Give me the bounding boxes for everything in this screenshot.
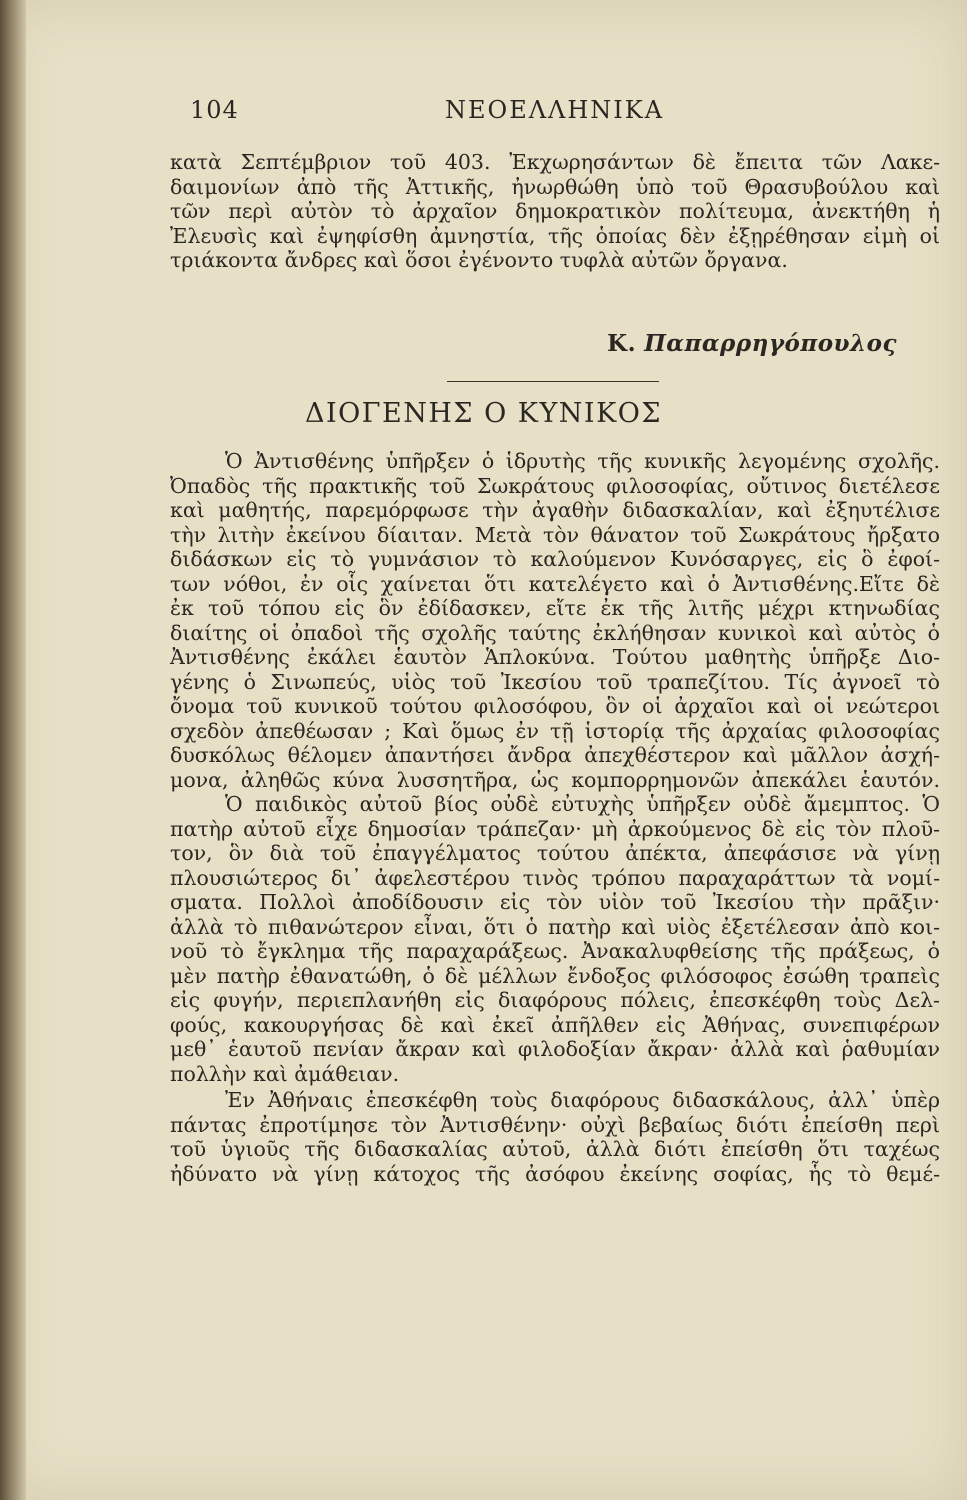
text-line: τον, ὃν διὰ τοῦ ἐπαγγέλματος τούτου ἀπέκτα, ἀπεφάσισε νὰ γίνῃ <box>170 841 940 865</box>
intro-paragraph <box>170 150 940 273</box>
text-line: νοῦ τὸ ἔγκλημα τῆς παραχαράξεως. Ἀνακαλυφθείσης τῆς πράξεως, ὁ <box>170 939 940 963</box>
running-title: ΝΕΟΕΛΛΗΝΙΚΑ <box>445 96 665 124</box>
text-line: Ὁ Ἀντισθένης ὑπῆρξεν ὁ ἱδρυτὴς τῆς κυνικῆς λεγομένης σχολῆς. <box>225 449 940 473</box>
text-line: ἐκ τοῦ τόπου εἰς ὃν ἐδίδασκεν, εἴτε ἐκ τῆς λιτῆς μέχρι κτηνωδίας <box>170 596 940 620</box>
text-line: τριάκοντα ἄνδρες καὶ ὅσοι ἐγένοντο τυφλὰ αὐτῶν ὄργανα. <box>170 248 788 272</box>
text-line: πάντας ἐπροτίμησε τὸν Ἀντισθένην· οὐχὶ βεβαίως διότι ἐπείσθη περὶ <box>170 1112 940 1137</box>
text-line: τοῦ ὑγιοῦς τῆς διδασκαλίας αὐτοῦ, ἀλλὰ διότι ἐπείσθη ὅτι ταχέως <box>170 1137 940 1161</box>
section-divider <box>447 381 659 382</box>
text-line: σχεδὸν ἀπεθέωσαν ; Καὶ ὅμως ἐν τῇ ἱστορίᾳ τῆς ἀρχαίας φιλοσοφίας <box>170 718 940 743</box>
paragraph-3 <box>170 1088 940 1186</box>
text-line: διαίτης οἱ ὀπαδοὶ τῆς σχολῆς ταύτης ἐκλήθησαν κυνικοὶ καὶ αὐτὸς ὁ <box>170 620 940 645</box>
text-line: ἠδύνατο νὰ γίνῃ κάτοχος τῆς ἀσόφου ἐκείνης σοφίας, ἧς τὸ θεμέ- <box>170 1161 940 1186</box>
text-line: Ἀντισθένης ἐκάλει ἑαυτὸν Ἁπλοκύνα. Τούτου μαθητὴς ὑπῆρξε Διο- <box>170 645 940 669</box>
text-line: μὲν πατὴρ ἐθανατώθη, ὁ δὲ μέλλων ἔνδοξος φιλόσοφος ἐσώθη τραπεὶς <box>170 963 940 988</box>
paragraph-2 <box>170 792 940 1086</box>
page-number: 104 <box>190 96 239 124</box>
text-line: Ὁ παιδικὸς αὐτοῦ βίος οὐδὲ εὐτυχὴς ὑπῆρξεν οὐδὲ ἄμεμπτος. Ὁ <box>225 792 940 816</box>
text-line: γένης ὁ Σινωπεύς, υἱὸς τοῦ Ἰκεσίου τοῦ τραπεζίτου. Τίς ἀγνοεῖ τὸ <box>170 669 940 694</box>
page-header <box>190 96 890 136</box>
text-line: τὴν λιτὴν ἐκείνου δίαιταν. Μετὰ τὸν θάνατον τοῦ Σωκράτους ἤρξατο <box>170 522 940 547</box>
text-line: δαιμονίων ἀπὸ τῆς Ἀττικῆς, ἠνωρθώθη ὑπὸ τοῦ Θρασυβούλου καὶ <box>170 174 940 199</box>
text-line: πολλὴν καὶ ἀμάθειαν. <box>170 1061 400 1086</box>
author-initial: Κ. <box>607 330 637 357</box>
text-line: Ὀπαδὸς τῆς πρακτικῆς τοῦ Σωκράτους φιλοσοφίας, οὔτινος διετέλεσε <box>170 473 940 498</box>
text-line: διδάσκων εἰς τὸ γυμνάσιον τὸ καλούμενον Κυνόσαργες, εἰς ὃ ἐφοί- <box>170 547 940 571</box>
text-line: φούς, κακουργήσας δὲ καὶ ἐκεῖ ἀπῆλθεν εἰς Ἀθήνας, συνεπιφέρων <box>170 1012 940 1037</box>
author-signature <box>607 330 897 357</box>
text-line: ὄνομα τοῦ κυνικοῦ τούτου φιλοσόφου, ὃν οἱ ἀρχαῖοι καὶ οἱ νεώτεροι <box>170 694 940 718</box>
text-line: μεθ᾽ ἑαυτοῦ πενίαν ἄκραν καὶ φιλοδοξίαν ἄκραν· ἀλλὰ καὶ ῥαθυμίαν <box>170 1037 940 1061</box>
text-line: καὶ μαθητής, παρεμόρφωσε τὴν ἀγαθὴν διδασκαλίαν, καὶ ἐξηυτέλισε <box>170 498 940 522</box>
text-line: εἰς φυγήν, περιεπλανήθη εἰς διαφόρους πόλεις, ἐπεσκέφθη τοὺς Δελ- <box>170 988 940 1012</box>
text-line: πατὴρ αὐτοῦ εἶχε δημοσίαν τράπεζαν· μὴ ἀρκούμενος δὲ εἰς τὸν πλοῦ- <box>170 816 940 841</box>
text-line: τῶν περὶ αὐτὸν τὸ ἀρχαῖον δημοκρατικὸν πολίτευμα, ἀνεκτήθη ἡ <box>170 199 940 223</box>
text-line: δυσκόλως θέλομεν ἀπαντήσει ἄνδρα ἀπεχθέστερον καὶ μᾶλλον ἀσχή- <box>170 743 940 767</box>
text-line: ἀλλὰ τὸ πιθανώτερον εἶναι, ὅτι ὁ πατὴρ καὶ υἱὸς ἐξετέλεσαν ἀπὸ κοι- <box>170 914 940 939</box>
text-line: κατὰ Σεπτέμβριον τοῦ 403. Ἐκχωρησάντων δὲ ἔπειτα τῶν Λακε- <box>170 150 940 174</box>
article-title: ΔΙΟΓΕΝΗΣ Ο ΚΥΝΙΚΟΣ <box>305 398 662 429</box>
book-spine-shadow <box>0 0 26 1500</box>
paragraph-1 <box>170 449 940 792</box>
text-line: σματα. Πολλοὶ ἀποδίδουσιν εἰς τὸν υἱὸν τοῦ Ἰκεσίου τὴν πρᾶξιν· <box>170 890 940 914</box>
author-name: Παπαρρηγόπουλος <box>644 330 897 357</box>
text-line: Ἐλευσὶς καὶ ἐψηφίσθη ἀμνηστία, τῆς ὁποίας δὲν ἐξῃρέθησαν εἰμὴ οἱ <box>170 223 940 248</box>
text-line: πλουσιώτερος δι᾽ ἀφελεστέρου τινὸς τρόπου παραχαράττων τὰ νομί- <box>170 865 940 890</box>
text-line: μονα, ἀληθῶς κύνα λυσσητῆρα, ὡς κομπορρημονῶν ἀπεκάλει ἑαυτόν. <box>170 767 940 792</box>
text-line: Ἐν Ἀθήναις ἐπεσκέφθη τοὺς διαφόρους διδασκάλους, ἀλλ᾽ ὑπὲρ <box>225 1088 940 1112</box>
text-line: των νόθοι, ἐν οἷς χαίνεται ὅτι κατελέγετο καὶ ὁ Ἀντισθένης.Εἴτε δὲ <box>170 571 940 596</box>
